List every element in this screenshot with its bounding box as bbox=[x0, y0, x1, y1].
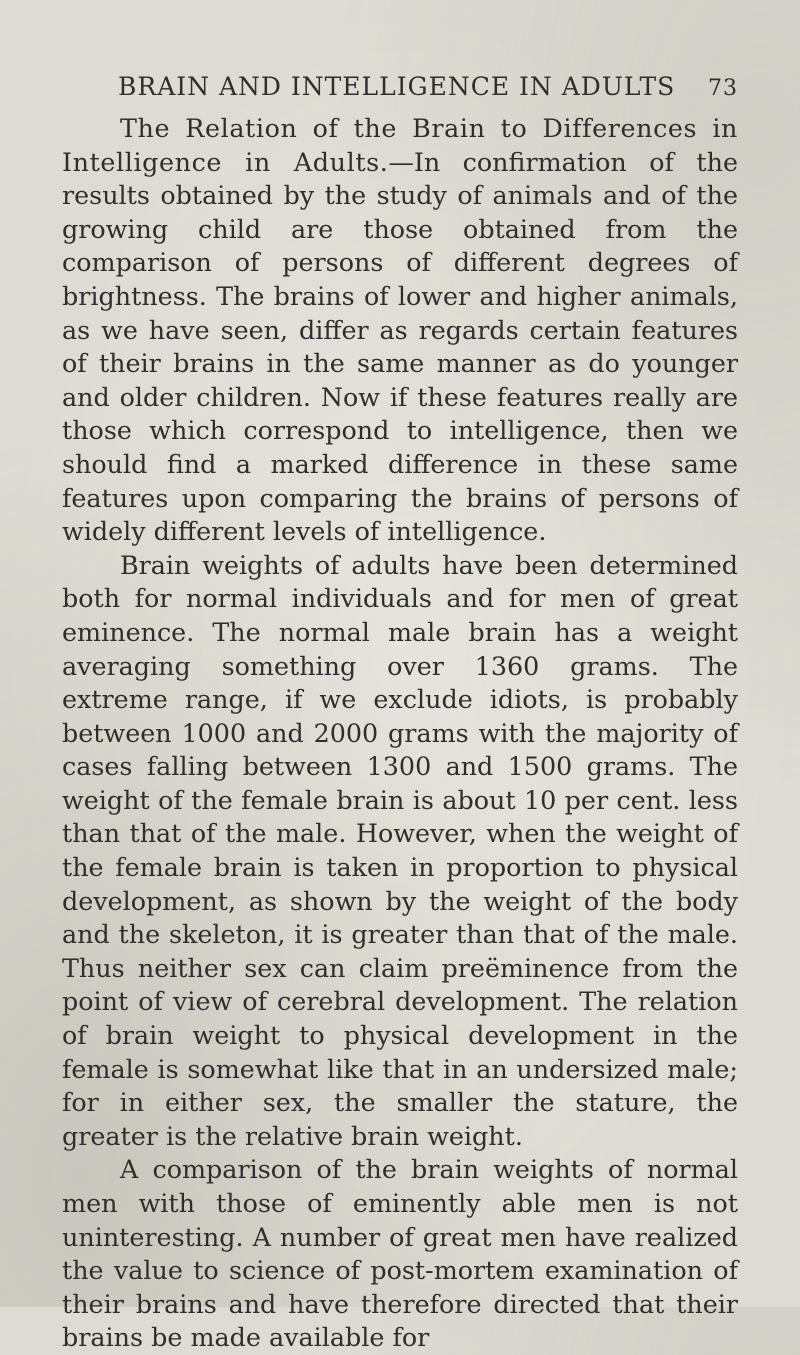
running-head bbox=[118, 72, 738, 112]
page-number: 73 bbox=[708, 76, 738, 101]
paragraph-2: Brain weights of adults have been determined both for normal individuals and for men of great eminence. The normal male brain has a weight averaging something over 1360 grams. The extreme range, if we exclude idiots, is probably between 1000 and 2000 grams with the majority of cases falling between 1300 and 1500 grams. The weight of the female brain is about 10 per cent. less than that of the male. However, when the weight of the female brain is taken in proportion to physical development, as shown by the weight of the body and the skeleton, it is greater than that of the male. Thus neither sex can claim preëminence from the point of view of cerebral development. The relation of brain weight to physical development in the female is somewhat like that in an undersized male; for in either sex, the smaller the stature, the greater is the relative brain weight. bbox=[62, 549, 738, 1151]
running-head-title: BRAIN AND INTELLIGENCE IN ADULTS bbox=[118, 72, 676, 101]
paragraph-1-text: —In confirmation of the results obtained by the study of animals and of the growing child are those obtained from the comparison of persons of different degrees of brightness. The brains of lower and higher animals, as we have seen, differ as regards certain features of their brains in the same manner as do younger and older children. Now if these features really are those which correspond to intelligence, then we should find a marked difference in these same features upon comparing the brains of persons of widely different levels of intelligence. bbox=[62, 146, 738, 547]
body-text bbox=[62, 112, 738, 1355]
section-heading: The Relation of the Brain to Differences in Intelligence in Adults. bbox=[62, 113, 738, 177]
paragraph-1 bbox=[62, 112, 738, 549]
paragraph-3: A comparison of the brain weights of normal men with those of eminently able men is not uninteresting. A number of great men have realized the value to science of post-mortem examination of their brains and have therefore directed that their brains be made available for bbox=[62, 1154, 738, 1353]
